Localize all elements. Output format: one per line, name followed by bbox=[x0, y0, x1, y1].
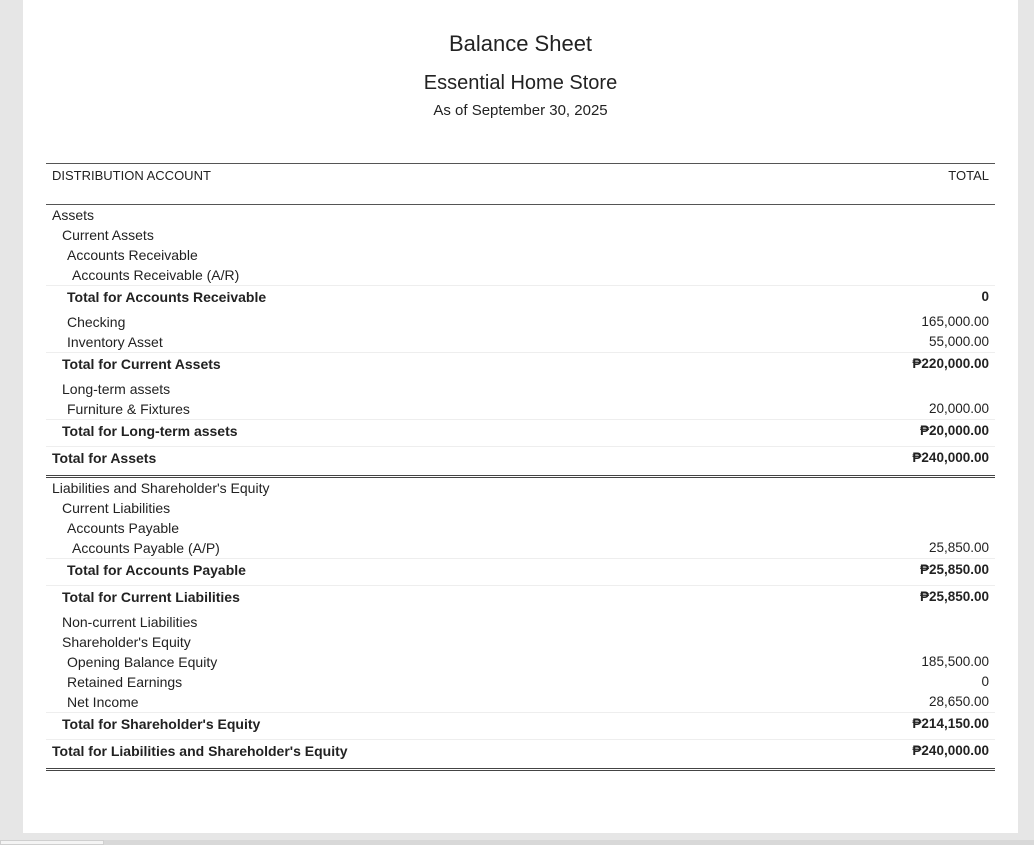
grand-total-row[interactable] bbox=[46, 739, 995, 771]
company-name: Essential Home Store bbox=[423, 72, 618, 94]
row-label: Accounts Payable bbox=[67, 520, 180, 536]
row-amount[interactable]: ₱214,150.00 bbox=[912, 716, 989, 731]
row-label: Total for Current Liabilities bbox=[62, 589, 240, 605]
total-row[interactable] bbox=[46, 558, 995, 585]
row-amount[interactable]: ₱20,000.00 bbox=[919, 423, 989, 438]
row-label: Long-term assets bbox=[62, 381, 171, 397]
row-amount[interactable]: 165,000.00 bbox=[921, 314, 989, 329]
table-row[interactable] bbox=[46, 265, 995, 285]
row-amount[interactable]: 0 bbox=[981, 289, 989, 304]
row-label: Current Liabilities bbox=[62, 500, 171, 516]
row-label: Total for Long-term assets bbox=[62, 423, 238, 439]
row-label: Accounts Receivable (A/R) bbox=[72, 267, 240, 283]
total-row[interactable] bbox=[46, 285, 995, 312]
row-label: Total for Liabilities and Shareholder's Equity bbox=[52, 743, 348, 759]
report-title: Balance Sheet bbox=[448, 31, 593, 56]
total-column-header[interactable]: TOTAL bbox=[948, 168, 989, 183]
row-amount[interactable]: ₱240,000.00 bbox=[912, 743, 989, 758]
table-row[interactable] bbox=[46, 632, 995, 652]
table-row[interactable] bbox=[46, 498, 995, 518]
table-row[interactable] bbox=[46, 612, 995, 632]
report-page bbox=[23, 0, 1018, 833]
report-date: As of September 30, 2025 bbox=[433, 102, 608, 119]
row-label: Non-current Liabilities bbox=[62, 614, 198, 630]
table-row[interactable] bbox=[46, 478, 995, 498]
row-label: Inventory Asset bbox=[67, 334, 163, 350]
grand-total-row[interactable] bbox=[46, 446, 995, 478]
row-label: Total for Current Assets bbox=[62, 356, 221, 372]
row-amount[interactable]: 55,000.00 bbox=[928, 334, 989, 349]
table-row[interactable] bbox=[46, 538, 995, 558]
total-row[interactable] bbox=[46, 712, 995, 739]
scrollbar-thumb[interactable] bbox=[0, 840, 104, 845]
total-row[interactable] bbox=[46, 419, 995, 446]
total-row[interactable] bbox=[46, 352, 995, 379]
row-label: Total for Accounts Payable bbox=[67, 562, 246, 578]
row-label: Total for Accounts Receivable bbox=[67, 289, 267, 305]
table-row[interactable] bbox=[46, 245, 995, 265]
table-row[interactable] bbox=[46, 672, 995, 692]
table-row[interactable] bbox=[46, 518, 995, 538]
row-label: Accounts Receivable bbox=[67, 247, 198, 263]
row-label: Retained Earnings bbox=[67, 674, 183, 690]
row-amount[interactable]: 28,650.00 bbox=[928, 694, 989, 709]
row-label: Net Income bbox=[67, 694, 139, 710]
row-amount[interactable]: 0 bbox=[981, 674, 989, 689]
row-label: Opening Balance Equity bbox=[67, 654, 218, 670]
row-amount[interactable]: ₱25,850.00 bbox=[919, 589, 989, 604]
row-label: Current Assets bbox=[62, 227, 154, 243]
row-label: Shareholder's Equity bbox=[62, 634, 191, 650]
account-column-header[interactable]: DISTRIBUTION ACCOUNT bbox=[52, 168, 211, 183]
row-amount[interactable]: 20,000.00 bbox=[928, 401, 989, 416]
table-row[interactable] bbox=[46, 205, 995, 225]
row-label: Accounts Payable (A/P) bbox=[72, 540, 220, 556]
row-label: Furniture & Fixtures bbox=[67, 401, 190, 417]
row-amount[interactable]: ₱25,850.00 bbox=[919, 562, 989, 577]
row-amount[interactable]: ₱240,000.00 bbox=[912, 450, 989, 465]
row-label: Checking bbox=[67, 314, 126, 330]
row-label: Assets bbox=[52, 207, 95, 223]
row-label: Total for Shareholder's Equity bbox=[62, 716, 261, 732]
table-row[interactable] bbox=[46, 399, 995, 419]
table-row[interactable] bbox=[46, 225, 995, 245]
total-row[interactable] bbox=[46, 585, 995, 612]
table-row[interactable] bbox=[46, 692, 995, 712]
balance-sheet-table bbox=[46, 163, 995, 771]
row-amount[interactable]: 25,850.00 bbox=[928, 540, 989, 555]
row-amount[interactable]: 185,500.00 bbox=[921, 654, 989, 669]
table-row[interactable] bbox=[46, 652, 995, 672]
horizontal-scrollbar[interactable] bbox=[0, 840, 1034, 845]
row-label: Liabilities and Shareholder's Equity bbox=[52, 480, 270, 496]
row-amount[interactable]: ₱220,000.00 bbox=[912, 356, 989, 371]
row-label: Total for Assets bbox=[52, 450, 157, 466]
column-header-row bbox=[46, 163, 995, 205]
table-row[interactable] bbox=[46, 332, 995, 352]
table-row[interactable] bbox=[46, 312, 995, 332]
table-row[interactable] bbox=[46, 379, 995, 399]
